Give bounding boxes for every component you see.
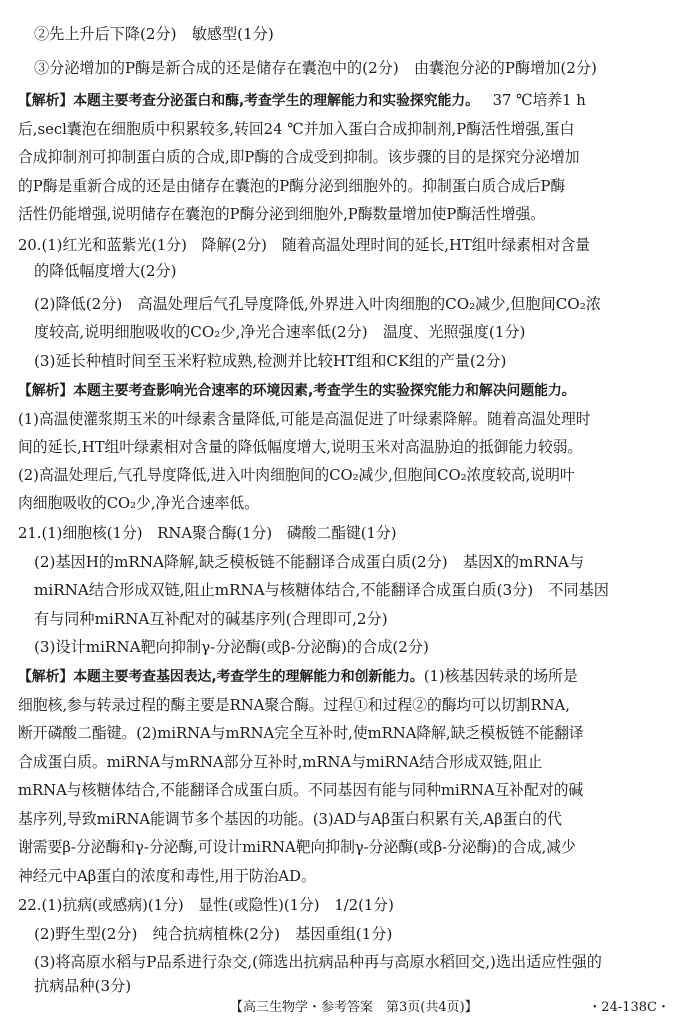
text-line: 基序列,导致miRNA能调节多个基因的功能。(3)AD与Aβ蛋白积累有关,Aβ蛋白的代 (18, 810, 562, 828)
text-line: 谢需要β-分泌酶和γ-分泌酶,可设计miRNA靶向抑制γ-分泌酶(或β-分泌酶)的合成,减少 (18, 838, 576, 856)
text-line: 度较高,说明细胞吸收的CO₂少,净光合速率低(2分) 温度、光照强度(1分) (34, 323, 526, 341)
text-line: 抗病品种(3分) (34, 977, 132, 995)
text-line: 神经元中Aβ蛋白的浓度和毒性,用于防治AD。 (18, 867, 316, 885)
text-line: 后,secl囊泡在细胞质中积累较多,转回24 ℃并加入蛋白合成抑制剂,P酶活性增强,蛋白 (18, 120, 575, 138)
text-line: mRNA与核糖体结合,不能翻译合成蛋白质。不同基因有能与同种miRNA互补配对的碱 (18, 781, 584, 799)
text-line: (3)将高原水稻与P品系进行杂交,(筛选出抗病品种再与高原水稻回交,)选出适应性强的 (34, 953, 602, 971)
page-footer (0, 996, 692, 1020)
text-line: (2)基因H的mRNA降解,缺乏模板链不能翻译合成蛋白质(2分) 基因X的mRNA与 (34, 553, 585, 571)
analysis-line: 【解析】本题主要考查基因表达,考查学生的理解能力和创新能力。(1)核基因转录的场所是 (0, 663, 692, 689)
text-line: 活性仍能增强,说明储存在囊泡的P酶分泌到细胞外,P酶数量增加使P酶活性增强。 (18, 205, 546, 223)
question-20: 20.(1)红光和蓝紫光(1分) 降解(2分) 随着高温处理时间的延长,HT组叶绿素相对含量 (18, 236, 591, 254)
text-line: (3)设计miRNA靶向抑制γ-分泌酶(或β-分泌酶)的合成(2分) (34, 638, 429, 656)
text-line: (2)降低(2分) 高温处理后气孔导度降低,外界进入叶肉细胞的CO₂减少,但胞间CO₂浓 (34, 295, 601, 313)
text-line: (2)高温处理后,气孔导度降低,进入叶肉细胞间的CO₂减少,但胞间CO₂浓度较高,说明叶 (18, 466, 575, 484)
text-line: miRNA结合形成双链,阻止mRNA与核糖体结合,不能翻译合成蛋白质(3分) 不同基因 (34, 581, 609, 599)
text-line: 的降低幅度增大(2分) (34, 262, 177, 280)
text-line: 合成抑制剂可抑制蛋白质的合成,即P酶的合成受到抑制。该步骤的目的是探究分泌增加 (18, 148, 580, 166)
text-line: 肉细胞吸收的CO₂少,净光合速率低。 (18, 494, 260, 512)
footer-title: 【高三生物学・参考答案 第3页(共4页)】 (230, 1000, 478, 1015)
text-line: 断开磷酸二酯键。(2)miRNA与mRNA完全互补时,使mRNA降解,缺乏模板链不能翻译 (18, 724, 584, 742)
text-line: 有与同种miRNA互补配对的碱基序列(合理即可,2分) (34, 610, 388, 628)
analysis-heading: 【解析】本题主要考查分泌蛋白和酶,考查学生的理解能力和实验探究能力。 (18, 93, 479, 109)
text-line: (2)野生型(2分) 纯合抗病植株(2分) 基因重组(1分) (34, 925, 393, 943)
text-line: ②先上升后下降(2分) 敏感型(1分) (34, 25, 274, 43)
text-line: 间的延长,HT组叶绿素相对含量的降低幅度增大,说明玉米对高温胁迫的抵御能力较弱。 (18, 438, 583, 456)
question-22: 22.(1)抗病(或感病)(1分) 显性(或隐性)(1分) 1/2(1分) (18, 896, 394, 914)
analysis-heading: 【解析】本题主要考查影响光合速率的环境因素,考查学生的实验探究能力和解决问题能力。 (18, 383, 576, 399)
text-line: 的P酶是重新合成的还是由储存在囊泡的P酶分泌到细胞外的。抑制蛋白质合成后P酶 (18, 177, 566, 195)
analysis-line: 【解析】本题主要考查分泌蛋白和酶,考查学生的理解能力和实验探究能力。 37 ℃培养1 h (0, 87, 692, 113)
analysis-line (0, 377, 692, 403)
text-line: (3)延长种植时间至玉米籽粒成熟,检测并比较HT组和CK组的产量(2分) (34, 352, 507, 370)
text-line: 细胞核,参与转录过程的酶主要是RNA聚合酶。过程①和过程②的酶均可以切割RNA, (18, 696, 570, 714)
question-21: 21.(1)细胞核(1分) RNA聚合酶(1分) 磷酸二酯键(1分) (18, 524, 397, 542)
text-line: ③分泌增加的P酶是新合成的还是储存在囊泡中的(2分) 由囊泡分泌的P酶增加(2分) (34, 59, 597, 77)
text-line: (1)高温使灌浆期玉米的叶绿素含量降低,可能是高温促进了叶绿素降解。随着高温处理时 (18, 410, 591, 428)
analysis-heading: 【解析】本题主要考查基因表达,考查学生的理解能力和创新能力。 (18, 669, 424, 685)
text-line: 合成蛋白质。miRNA与mRNA部分互补时,mRNA与miRNA结合形成双链,阻止 (18, 753, 543, 771)
footer-code: ・24-138C・ (588, 1000, 670, 1015)
